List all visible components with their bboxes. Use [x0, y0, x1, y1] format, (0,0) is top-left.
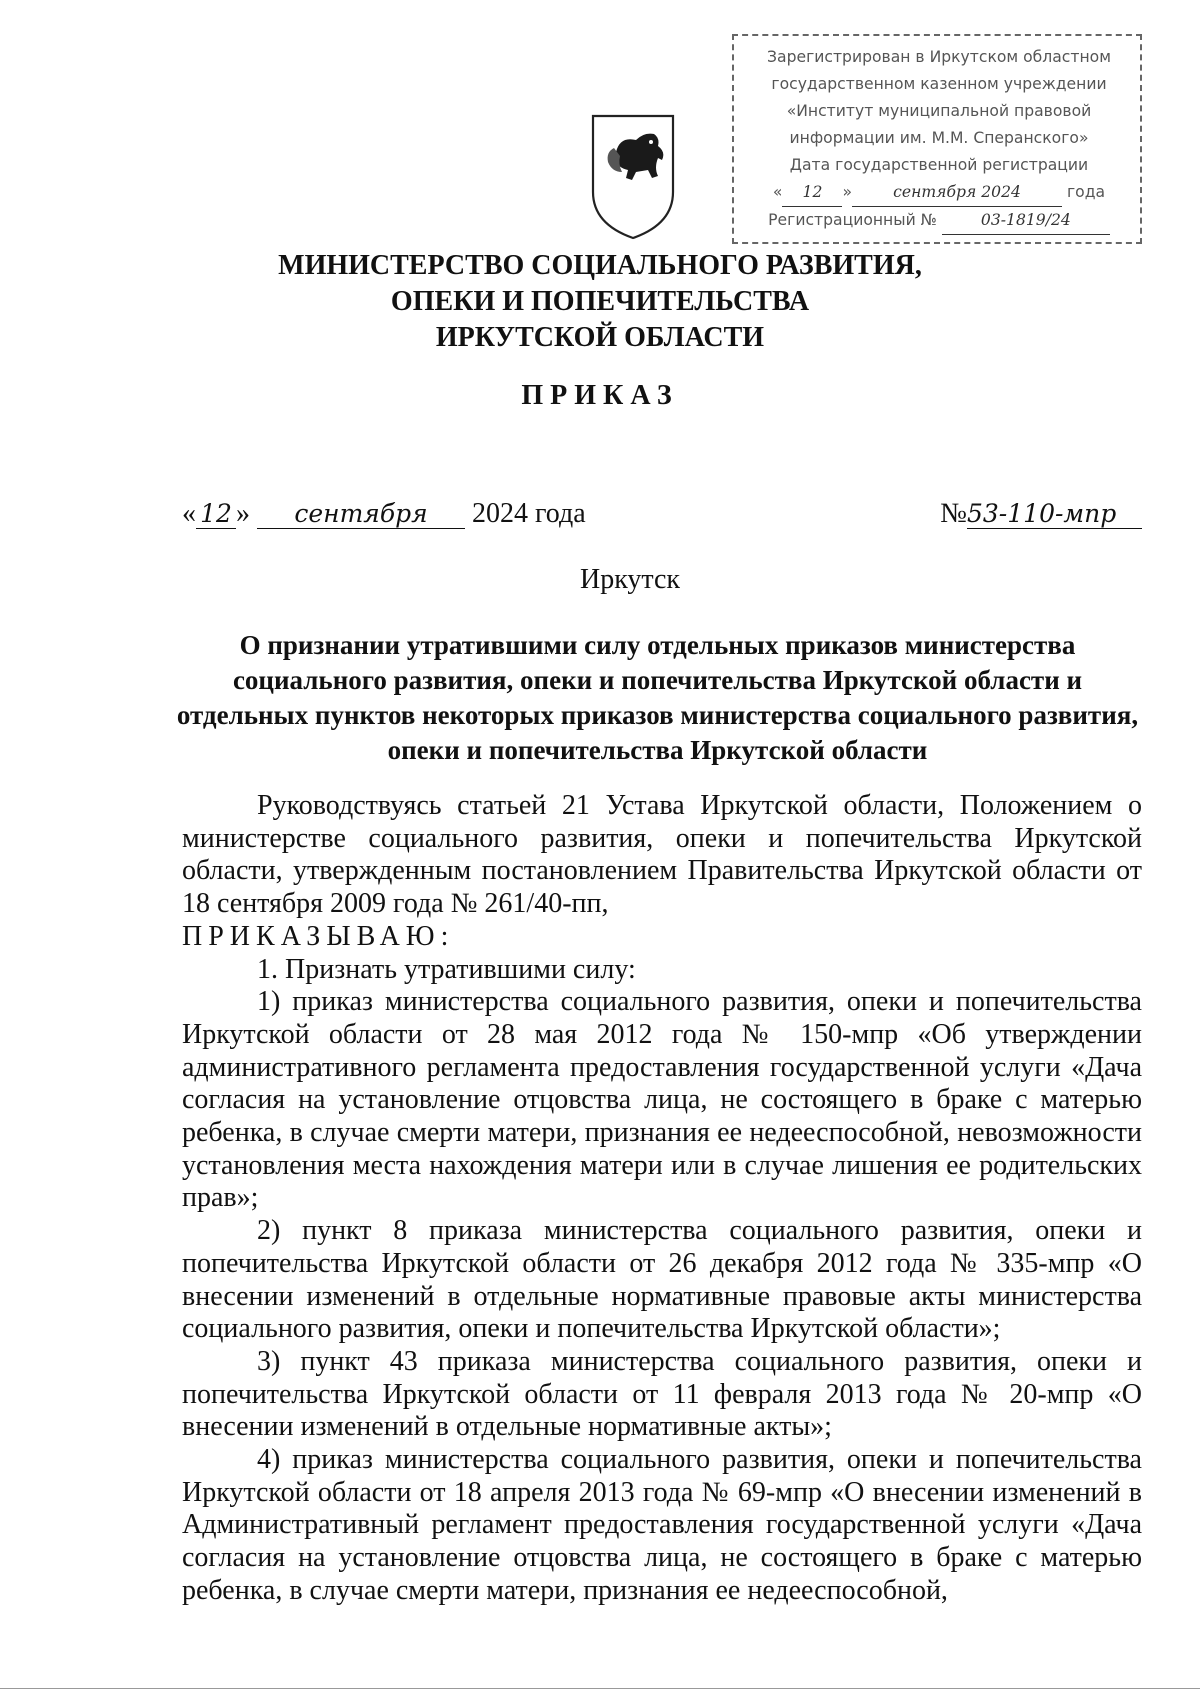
stamp-date-suffix: года: [1066, 183, 1106, 201]
ministry-line-2: ОПЕКИ И ПОПЕЧИТЕЛЬСТВА: [390, 286, 810, 317]
stamp-line: Зарегистрирован в Иркутском областном: [767, 48, 1111, 66]
page-edge-line: [0, 1688, 1200, 1689]
stamp-line: информации им. М.М. Сперанского»: [789, 129, 1089, 147]
stamp-date-month-year: сентября 2024: [852, 179, 1062, 207]
document-body: [182, 790, 1142, 1608]
sub-item-1: 1) приказ министерства социального развития, опеки и попечительства Иркутской области от 28 мая 2012 года № 150-мпр «Об утверждении административного регламента предоставления государственной услуги «Дача согласия на установление отцовства лица, не состоящего в браке с матерью ребенка, в случае смерти матери, признания ее недееспособной, невозможности установления места нахождения матери или в случае лишения ее родительских прав»;: [182, 986, 1142, 1214]
intro-paragraph: Руководствуясь статьей 21 Устава Иркутской области, Положением о министерстве социального развития, опеки и попечительства Иркутской области, утвержденным постановлением Правительства Иркутской области от 18 сентября 2009 года № 261/40-пп,: [182, 790, 1142, 920]
city: Иркутск: [579, 564, 681, 595]
document-title: О признании утратившими силу отдельных приказов министерства социального развития, опеки и попечительства Иркутской области и отдельных пунктов некоторых приказов министерства социального развития, опеки и попечительства Иркутской области: [176, 630, 1139, 765]
ministry-line-3: ИРКУТСКОЙ ОБЛАСТИ: [435, 322, 765, 353]
order-number-label: №: [940, 498, 967, 529]
stamp-line: государственном казенном учреждении: [771, 75, 1107, 93]
stamp-date-day: 12: [782, 179, 842, 207]
registration-stamp: [732, 34, 1142, 244]
date-open: «: [182, 498, 196, 529]
ministry-heading: [0, 248, 1200, 356]
date-year: 2024 года: [472, 498, 586, 529]
stamp-reg-label: Регистрационный №: [768, 211, 937, 229]
ministry-line-1: МИНИСТЕРСТВО СОЦИАЛЬНОГО РАЗВИТИЯ,: [278, 250, 922, 281]
sub-item-3: 3) пункт 43 приказа министерства социального развития, опеки и попечительства Иркутской области от 11 февраля 2013 года № 20-мпр «О внесении изменений в отдельные нормативные акты»;: [182, 1345, 1142, 1443]
stamp-date-open: «: [772, 183, 783, 201]
sub-item-2: 2) пункт 8 приказа министерства социального развития, опеки и попечительства Иркутской области от 26 декабря 2012 года № 335-мпр «О внесении изменений в отдельные нормативные правовые акты министерства социального развития, опеки и попечительства Иркутской области»;: [182, 1215, 1142, 1345]
item-1: 1. Признать утратившими силу:: [257, 953, 636, 985]
date-line: [182, 498, 1142, 530]
date-month: сентября: [257, 499, 465, 529]
stamp-reg-number: 03-1819/24: [942, 207, 1110, 235]
stamp-reg-row: [748, 207, 1130, 235]
stamp-date-row: [748, 179, 1130, 207]
stamp-line: Дата государственной регистрации: [789, 156, 1089, 174]
stamp-line: «Институт муниципальной правовой: [786, 102, 1092, 120]
document-type: ПРИКАЗ: [521, 380, 679, 411]
stamp-date-mid: »: [842, 183, 853, 201]
order-number: [940, 498, 1142, 530]
date-close: »: [236, 498, 250, 529]
sub-item-4: 4) приказ министерства социального развития, опеки и попечительства Иркутской области от 18 апреля 2013 года № 69-мпр «О внесении изменений в Административный регламент предоставления государственной услуги «Дача согласия на установление отцовства лица, не состоящего в браке с матерью ребенка, в случае смерти матери, признания ее недееспособной,: [182, 1444, 1142, 1606]
order-word: ПРИКАЗЫВАЮ:: [182, 920, 455, 952]
order-number-value: 53-110-мпр: [967, 499, 1142, 529]
coat-of-arms-icon: [588, 112, 678, 242]
date-day: 12: [196, 499, 236, 529]
